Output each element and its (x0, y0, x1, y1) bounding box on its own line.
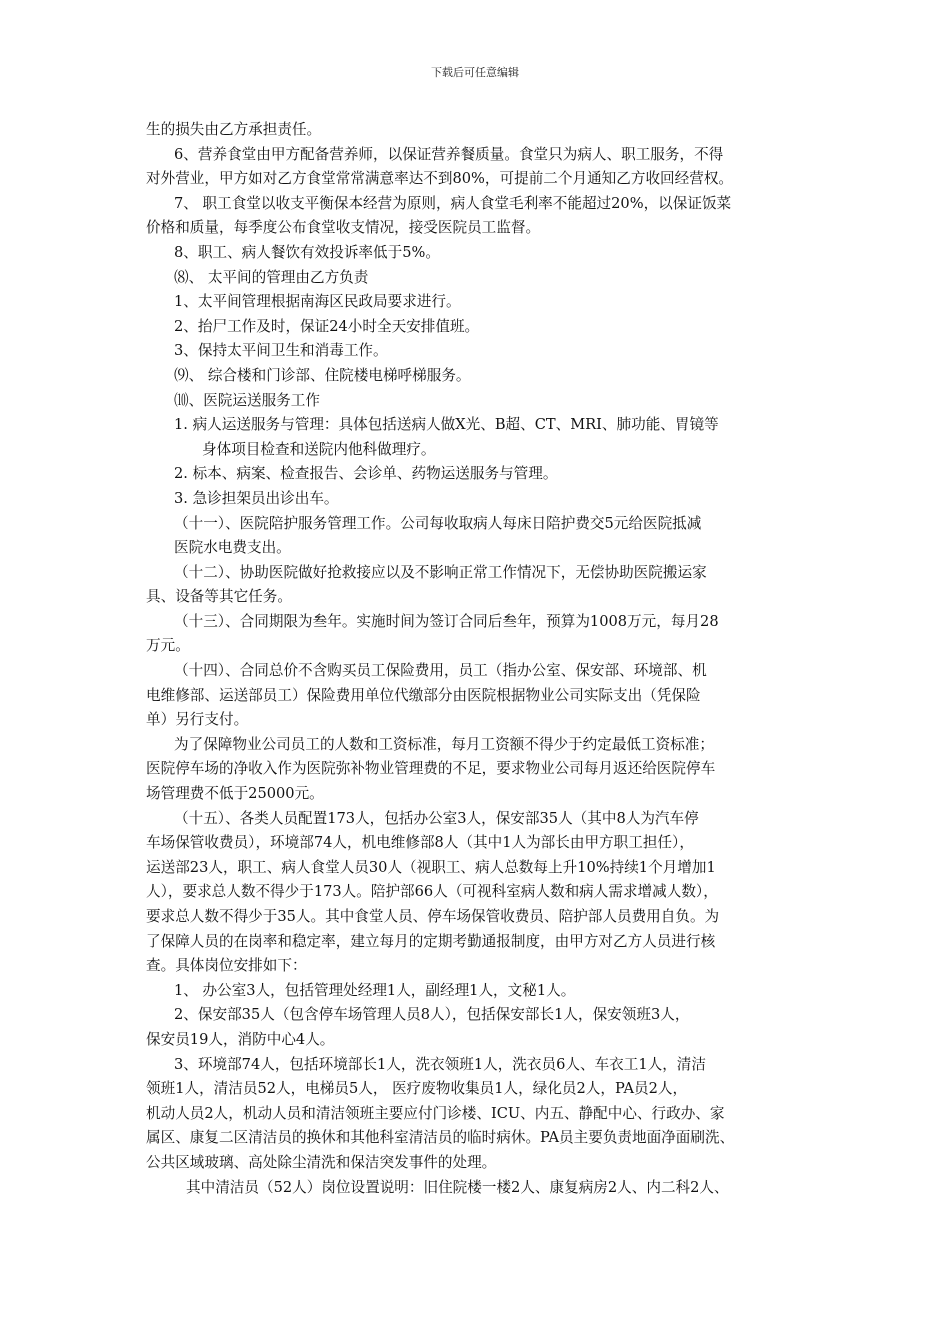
paragraph-line: 其中清洁员（52人）岗位设置说明：旧住院楼一楼2人、康复病房2人、内二科2人、 (186, 1178, 729, 1196)
paragraph-line: 生的损失由乙方承担责任。 (146, 121, 322, 138)
paragraph-line: 价格和质量，每季度公布食堂收支情况，接受医院员工监督。 (146, 219, 541, 237)
paragraph-line: 为了保障物业公司员工的人数和工资标准，每月工资额不得少于约定最低工资标准； (174, 735, 714, 753)
paragraph-line: 车场保管收费员），环境部74人，机电维修部8人（其中1人为部长由甲方职工担任）， (146, 834, 694, 852)
paragraph-line: 8、职工、病人餐饮有效投诉率低于5%。 (174, 243, 440, 261)
paragraph-line: 1、太平间管理根据南海区民政局要求进行。 (174, 293, 461, 311)
paragraph-line: 属区、康复二区清洁员的换休和其他科室清洁员的临时病休。PA员主要负责地面净面刷洗、 (146, 1129, 735, 1147)
paragraph-line: （十五）、各类人员配置173人，包括办公室3人，保安部35人（其中8人为汽车停 (174, 809, 699, 827)
paragraph-line: 6、营养食堂由甲方配备营养师，以保证营养餐质量。食堂只为病人、职工服务，不得 (174, 145, 724, 163)
paragraph-line: 查。具体岗位安排如下： (146, 957, 307, 975)
paragraph-line: 2、保安部35人（包含停车场管理人员8人），包括保安部长1人，保安领班3人， (174, 1006, 690, 1024)
paragraph-line: （十三）、合同期限为叁年。实施时间为签订合同后叁年，预算为1008万元，每月28 (174, 612, 719, 630)
paragraph-line: 场管理费不低于25000元。 (146, 785, 324, 803)
paragraph-line: 万元。 (146, 637, 190, 655)
page-header-note: 下载后可任意编辑 (431, 66, 519, 79)
paragraph-line: 对外营业，甲方如对乙方食堂常常满意率达不到80%，可提前二个月通知乙方收回经营权。 (146, 170, 734, 188)
paragraph-line: （十一）、医院陪护服务管理工作。公司每收取病人每床日陪护费交5元给医院抵减 (174, 514, 702, 532)
paragraph-line: 医院停车场的净收入作为医院弥补物业管理费的不足，要求物业公司每月返还给医院停车 (146, 760, 716, 778)
paragraph-line: 3. 急诊担架员出诊出车。 (174, 489, 339, 507)
paragraph-line: 了保障人员的在岗率和稳定率，建立每月的定期考勤通报制度，由甲方对乙方人员进行核 (146, 932, 716, 950)
paragraph-line: 机动人员2人，机动人员和清洁领班主要应付门诊楼、ICU、内五、静配中心、行政办、家 (146, 1104, 725, 1122)
paragraph-line: 领班1人，清洁员52人，电梯员5人， 医疗废物收集员1人，绿化员2人，PA员2人， (146, 1080, 688, 1098)
paragraph-line: 具、设备等其它任务。 (146, 588, 292, 606)
paragraph-line: 2、抬尸工作及时，保证24小时全天安排值班。 (174, 317, 480, 335)
paragraph-line: 要求总人数不得少于35人。其中食堂人员、停车场保管收费员、陪护部人员费用自负。为 (146, 908, 720, 925)
paragraph-line: 2. 标本、病案、检查报告、会诊单、药物运送服务与管理。 (174, 465, 558, 483)
paragraph-line: （十二）、协助医院做好抢救接应以及不影响正常工作情况下，无偿协助医院搬运家 (174, 563, 707, 581)
paragraph-line: 3、环境部74人，包括环境部长1人，洗衣领班1人，洗衣员6人、车衣工1人，清洁 (174, 1055, 706, 1073)
paragraph-line: ⑻、 太平间的管理由乙方负责 (174, 268, 369, 286)
paragraph-line: ⑼、 综合楼和门诊部、住院楼电梯呼梯服务。 (174, 366, 471, 384)
paragraph-line: 1. 病人运送服务与管理：具体包括送病人做X光、B超、CT、MRI、肺功能、胃镜等 (174, 416, 719, 434)
paragraph-line: （十四）、合同总价不含购买员工保险费用，员工（指办公室、保安部、环境部、机 (174, 662, 707, 680)
paragraph-line: 运送部23人，职工、病人食堂人员30人（视职工、病人总数每上升10%持续1个月增加1 (146, 858, 716, 876)
paragraph-line: 3、保持太平间卫生和消毒工作。 (174, 342, 388, 360)
paragraph-line: ⑽、医院运送服务工作 (174, 391, 320, 409)
paragraph-line: 身体项目检查和送院内他科做理疗。 (202, 440, 436, 458)
paragraph-line: 7、 职工食堂以收支平衡保本经营为原则，病人食堂毛利率不能超过20%，以保证饭菜 (174, 194, 732, 212)
paragraph-line: 1、 办公室3人，包括管理处经理1人，副经理1人，文秘1人。 (174, 981, 576, 999)
paragraph-line: 保安员19人，消防中心4人。 (146, 1030, 335, 1048)
paragraph-line: 医院水电费支出。 (174, 539, 291, 557)
document-body (146, 118, 814, 1200)
paragraph-line: 公共区域玻璃、高处除尘清洗和保洁突发事件的处理。 (146, 1153, 497, 1171)
paragraph-line: 人），要求总人数不得少于173人。陪护部66人（可视科室病人数和病人需求增减人数）， (146, 883, 718, 901)
paragraph-line: 电维修部、运送部员工）保险费用单位代缴部分由医院根据物业公司实际支出（凭保险 (146, 686, 701, 704)
paragraph-line: 单）另行支付。 (146, 711, 249, 729)
